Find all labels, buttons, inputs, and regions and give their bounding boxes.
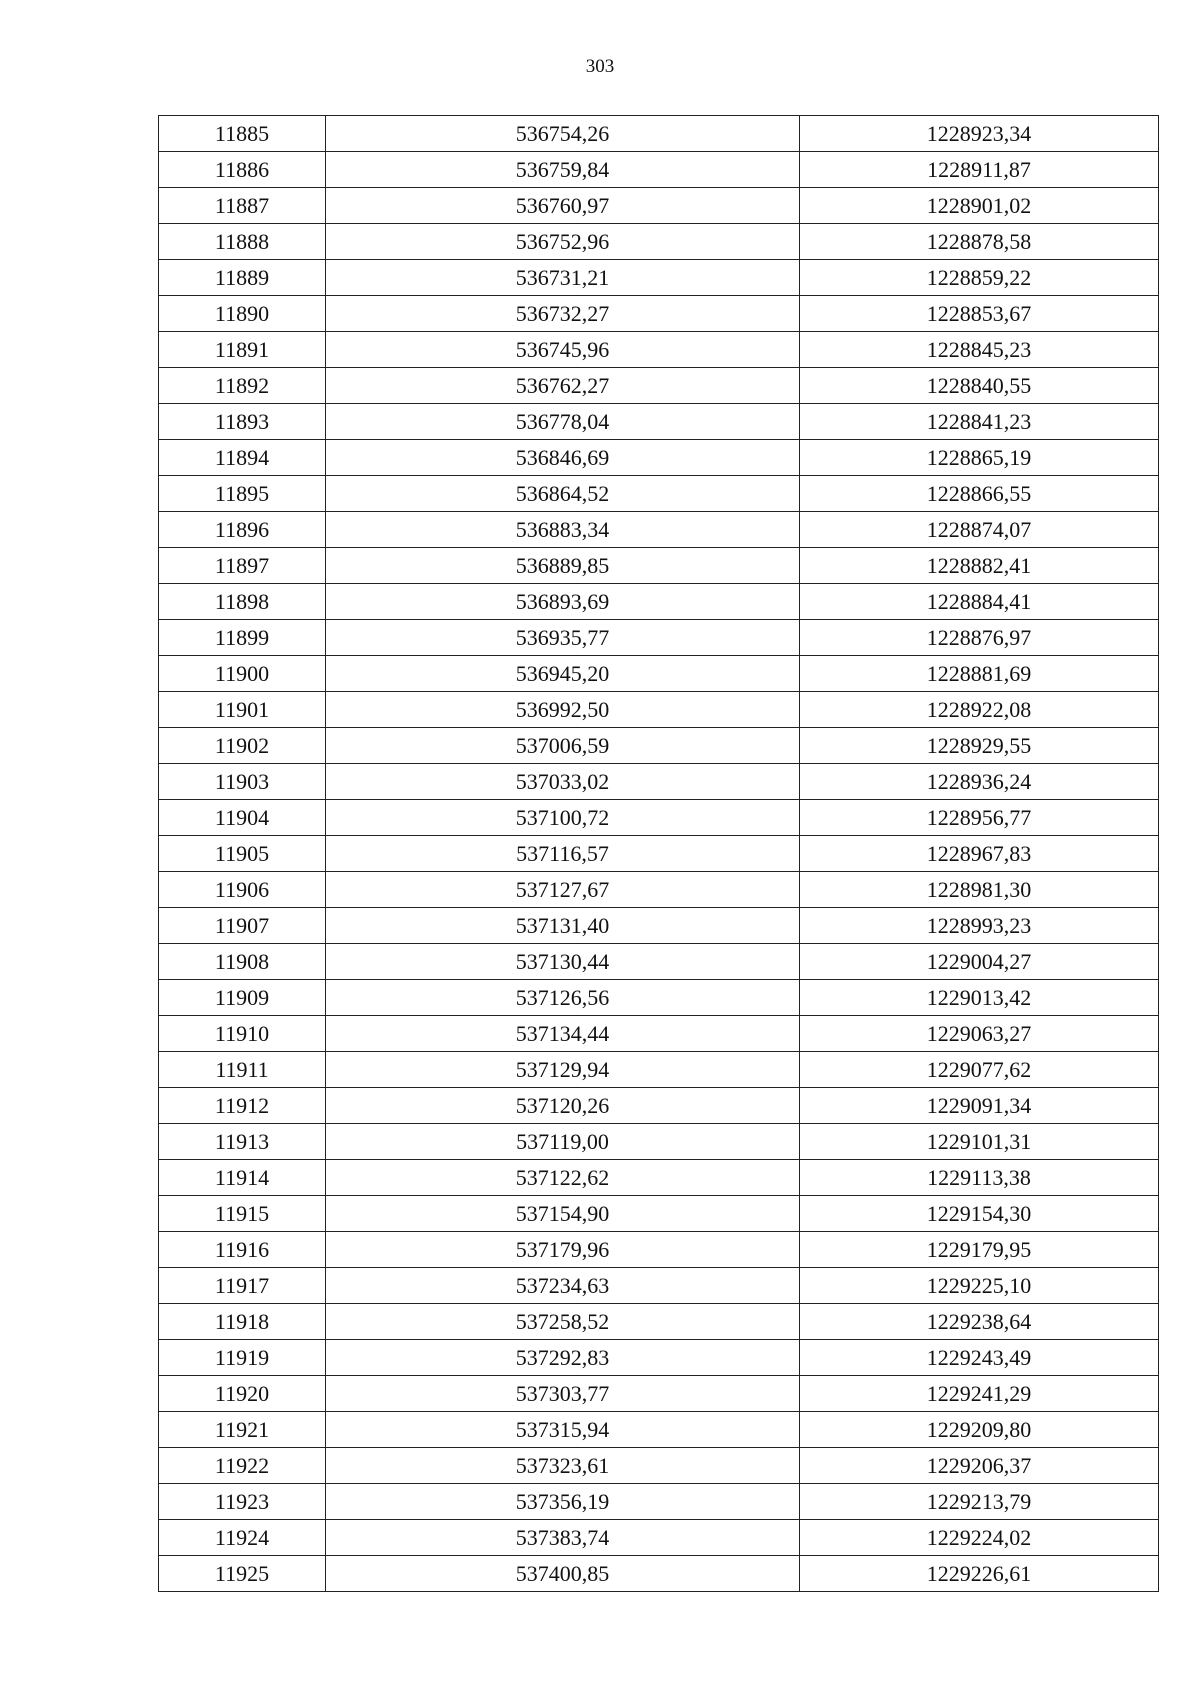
table-row [159, 872, 1159, 908]
y-coordinate-cell: 1229243,49 [800, 1340, 1159, 1376]
x-coordinate-cell: 536778,04 [326, 404, 800, 440]
point-number-cell: 11910 [159, 1016, 326, 1052]
y-coordinate-cell: 1229206,37 [800, 1448, 1159, 1484]
y-coordinate-cell: 1229226,61 [800, 1556, 1159, 1592]
y-coordinate-cell: 1229238,64 [800, 1304, 1159, 1340]
point-number-cell: 11894 [159, 440, 326, 476]
point-number-cell: 11893 [159, 404, 326, 440]
y-coordinate-cell: 1229077,62 [800, 1052, 1159, 1088]
point-number-cell: 11915 [159, 1196, 326, 1232]
y-coordinate-cell: 1228876,97 [800, 620, 1159, 656]
y-coordinate-cell: 1229101,31 [800, 1124, 1159, 1160]
point-number-cell: 11925 [159, 1556, 326, 1592]
x-coordinate-cell: 536762,27 [326, 368, 800, 404]
table-row [159, 908, 1159, 944]
y-coordinate-cell: 1228841,23 [800, 404, 1159, 440]
point-number-cell: 11923 [159, 1484, 326, 1520]
point-number-cell: 11909 [159, 980, 326, 1016]
x-coordinate-cell: 537130,44 [326, 944, 800, 980]
point-number-cell: 11892 [159, 368, 326, 404]
x-coordinate-cell: 536760,97 [326, 188, 800, 224]
point-number-cell: 11917 [159, 1268, 326, 1304]
point-number-cell: 11900 [159, 656, 326, 692]
table-row [159, 476, 1159, 512]
y-coordinate-cell: 1228993,23 [800, 908, 1159, 944]
y-coordinate-cell: 1228929,55 [800, 728, 1159, 764]
table-row [159, 548, 1159, 584]
x-coordinate-cell: 537129,94 [326, 1052, 800, 1088]
point-number-cell: 11908 [159, 944, 326, 980]
point-number-cell: 11913 [159, 1124, 326, 1160]
y-coordinate-cell: 1228865,19 [800, 440, 1159, 476]
table-row [159, 260, 1159, 296]
table-row [159, 620, 1159, 656]
x-coordinate-cell: 536759,84 [326, 152, 800, 188]
table-row [159, 224, 1159, 260]
y-coordinate-cell: 1228936,24 [800, 764, 1159, 800]
point-number-cell: 11903 [159, 764, 326, 800]
table-row [159, 1124, 1159, 1160]
point-number-cell: 11895 [159, 476, 326, 512]
point-number-cell: 11891 [159, 332, 326, 368]
table-row [159, 1412, 1159, 1448]
x-coordinate-cell: 537356,19 [326, 1484, 800, 1520]
page-number: 303 [585, 56, 615, 77]
point-number-cell: 11902 [159, 728, 326, 764]
y-coordinate-cell: 1229213,79 [800, 1484, 1159, 1520]
table-row [159, 1268, 1159, 1304]
point-number-cell: 11906 [159, 872, 326, 908]
y-coordinate-cell: 1228967,83 [800, 836, 1159, 872]
x-coordinate-cell: 536992,50 [326, 692, 800, 728]
y-coordinate-cell: 1229241,29 [800, 1376, 1159, 1412]
x-coordinate-cell: 536889,85 [326, 548, 800, 584]
x-coordinate-cell: 537116,57 [326, 836, 800, 872]
table-row [159, 1556, 1159, 1592]
x-coordinate-cell: 536731,21 [326, 260, 800, 296]
y-coordinate-cell: 1229091,34 [800, 1088, 1159, 1124]
x-coordinate-cell: 537315,94 [326, 1412, 800, 1448]
point-number-cell: 11885 [159, 116, 326, 152]
table-row [159, 728, 1159, 764]
point-number-cell: 11887 [159, 188, 326, 224]
coordinates-table-body [159, 116, 1159, 1592]
x-coordinate-cell: 536883,34 [326, 512, 800, 548]
y-coordinate-cell: 1228878,58 [800, 224, 1159, 260]
table-row [159, 1376, 1159, 1412]
point-number-cell: 11918 [159, 1304, 326, 1340]
table-row [159, 1520, 1159, 1556]
table-row [159, 1484, 1159, 1520]
x-coordinate-cell: 536945,20 [326, 656, 800, 692]
x-coordinate-cell: 537323,61 [326, 1448, 800, 1484]
x-coordinate-cell: 537134,44 [326, 1016, 800, 1052]
point-number-cell: 11914 [159, 1160, 326, 1196]
table-row [159, 1160, 1159, 1196]
point-number-cell: 11905 [159, 836, 326, 872]
y-coordinate-cell: 1228956,77 [800, 800, 1159, 836]
point-number-cell: 11916 [159, 1232, 326, 1268]
point-number-cell: 11886 [159, 152, 326, 188]
point-number-cell: 11899 [159, 620, 326, 656]
table-row [159, 512, 1159, 548]
y-coordinate-cell: 1228853,67 [800, 296, 1159, 332]
y-coordinate-cell: 1229179,95 [800, 1232, 1159, 1268]
x-coordinate-cell: 536732,27 [326, 296, 800, 332]
y-coordinate-cell: 1228922,08 [800, 692, 1159, 728]
table-row [159, 1016, 1159, 1052]
y-coordinate-cell: 1229154,30 [800, 1196, 1159, 1232]
table-row [159, 944, 1159, 980]
x-coordinate-cell: 537120,26 [326, 1088, 800, 1124]
x-coordinate-cell: 537400,85 [326, 1556, 800, 1592]
y-coordinate-cell: 1229225,10 [800, 1268, 1159, 1304]
table-row [159, 404, 1159, 440]
y-coordinate-cell: 1228884,41 [800, 584, 1159, 620]
table-row [159, 1448, 1159, 1484]
table-row [159, 1340, 1159, 1376]
x-coordinate-cell: 536752,96 [326, 224, 800, 260]
y-coordinate-cell: 1229209,80 [800, 1412, 1159, 1448]
table-row [159, 656, 1159, 692]
y-coordinate-cell: 1228874,07 [800, 512, 1159, 548]
table-row [159, 440, 1159, 476]
table-row [159, 116, 1159, 152]
table-row [159, 368, 1159, 404]
y-coordinate-cell: 1228840,55 [800, 368, 1159, 404]
table-row [159, 800, 1159, 836]
point-number-cell: 11901 [159, 692, 326, 728]
x-coordinate-cell: 537126,56 [326, 980, 800, 1016]
y-coordinate-cell: 1229004,27 [800, 944, 1159, 980]
point-number-cell: 11904 [159, 800, 326, 836]
table-row [159, 332, 1159, 368]
x-coordinate-cell: 537303,77 [326, 1376, 800, 1412]
point-number-cell: 11924 [159, 1520, 326, 1556]
point-number-cell: 11898 [159, 584, 326, 620]
x-coordinate-cell: 537292,83 [326, 1340, 800, 1376]
y-coordinate-cell: 1228859,22 [800, 260, 1159, 296]
y-coordinate-cell: 1229113,38 [800, 1160, 1159, 1196]
x-coordinate-cell: 537100,72 [326, 800, 800, 836]
point-number-cell: 11919 [159, 1340, 326, 1376]
x-coordinate-cell: 537122,62 [326, 1160, 800, 1196]
x-coordinate-cell: 537383,74 [326, 1520, 800, 1556]
x-coordinate-cell: 537179,96 [326, 1232, 800, 1268]
table-row [159, 152, 1159, 188]
table-row [159, 764, 1159, 800]
y-coordinate-cell: 1228866,55 [800, 476, 1159, 512]
table-row [159, 296, 1159, 332]
point-number-cell: 11889 [159, 260, 326, 296]
point-number-cell: 11911 [159, 1052, 326, 1088]
x-coordinate-cell: 537006,59 [326, 728, 800, 764]
table-row [159, 1052, 1159, 1088]
x-coordinate-cell: 537234,63 [326, 1268, 800, 1304]
table-row [159, 1196, 1159, 1232]
y-coordinate-cell: 1228845,23 [800, 332, 1159, 368]
point-number-cell: 11907 [159, 908, 326, 944]
point-number-cell: 11912 [159, 1088, 326, 1124]
y-coordinate-cell: 1228881,69 [800, 656, 1159, 692]
table-row [159, 1088, 1159, 1124]
y-coordinate-cell: 1229063,27 [800, 1016, 1159, 1052]
table-row [159, 836, 1159, 872]
point-number-cell: 11896 [159, 512, 326, 548]
x-coordinate-cell: 537033,02 [326, 764, 800, 800]
table-row [159, 692, 1159, 728]
x-coordinate-cell: 537119,00 [326, 1124, 800, 1160]
point-number-cell: 11897 [159, 548, 326, 584]
table-row [159, 1232, 1159, 1268]
y-coordinate-cell: 1228981,30 [800, 872, 1159, 908]
x-coordinate-cell: 536745,96 [326, 332, 800, 368]
y-coordinate-cell: 1228923,34 [800, 116, 1159, 152]
y-coordinate-cell: 1228911,87 [800, 152, 1159, 188]
x-coordinate-cell: 537154,90 [326, 1196, 800, 1232]
y-coordinate-cell: 1228882,41 [800, 548, 1159, 584]
x-coordinate-cell: 536754,26 [326, 116, 800, 152]
point-number-cell: 11921 [159, 1412, 326, 1448]
table-row [159, 1304, 1159, 1340]
y-coordinate-cell: 1229013,42 [800, 980, 1159, 1016]
x-coordinate-cell: 536846,69 [326, 440, 800, 476]
table-row [159, 188, 1159, 224]
x-coordinate-cell: 537131,40 [326, 908, 800, 944]
x-coordinate-cell: 536935,77 [326, 620, 800, 656]
table-row [159, 980, 1159, 1016]
point-number-cell: 11920 [159, 1376, 326, 1412]
x-coordinate-cell: 537127,67 [326, 872, 800, 908]
x-coordinate-cell: 537258,52 [326, 1304, 800, 1340]
point-number-cell: 11890 [159, 296, 326, 332]
x-coordinate-cell: 536864,52 [326, 476, 800, 512]
y-coordinate-cell: 1228901,02 [800, 188, 1159, 224]
coordinates-table [158, 115, 1159, 1592]
point-number-cell: 11888 [159, 224, 326, 260]
x-coordinate-cell: 536893,69 [326, 584, 800, 620]
table-row [159, 584, 1159, 620]
y-coordinate-cell: 1229224,02 [800, 1520, 1159, 1556]
point-number-cell: 11922 [159, 1448, 326, 1484]
